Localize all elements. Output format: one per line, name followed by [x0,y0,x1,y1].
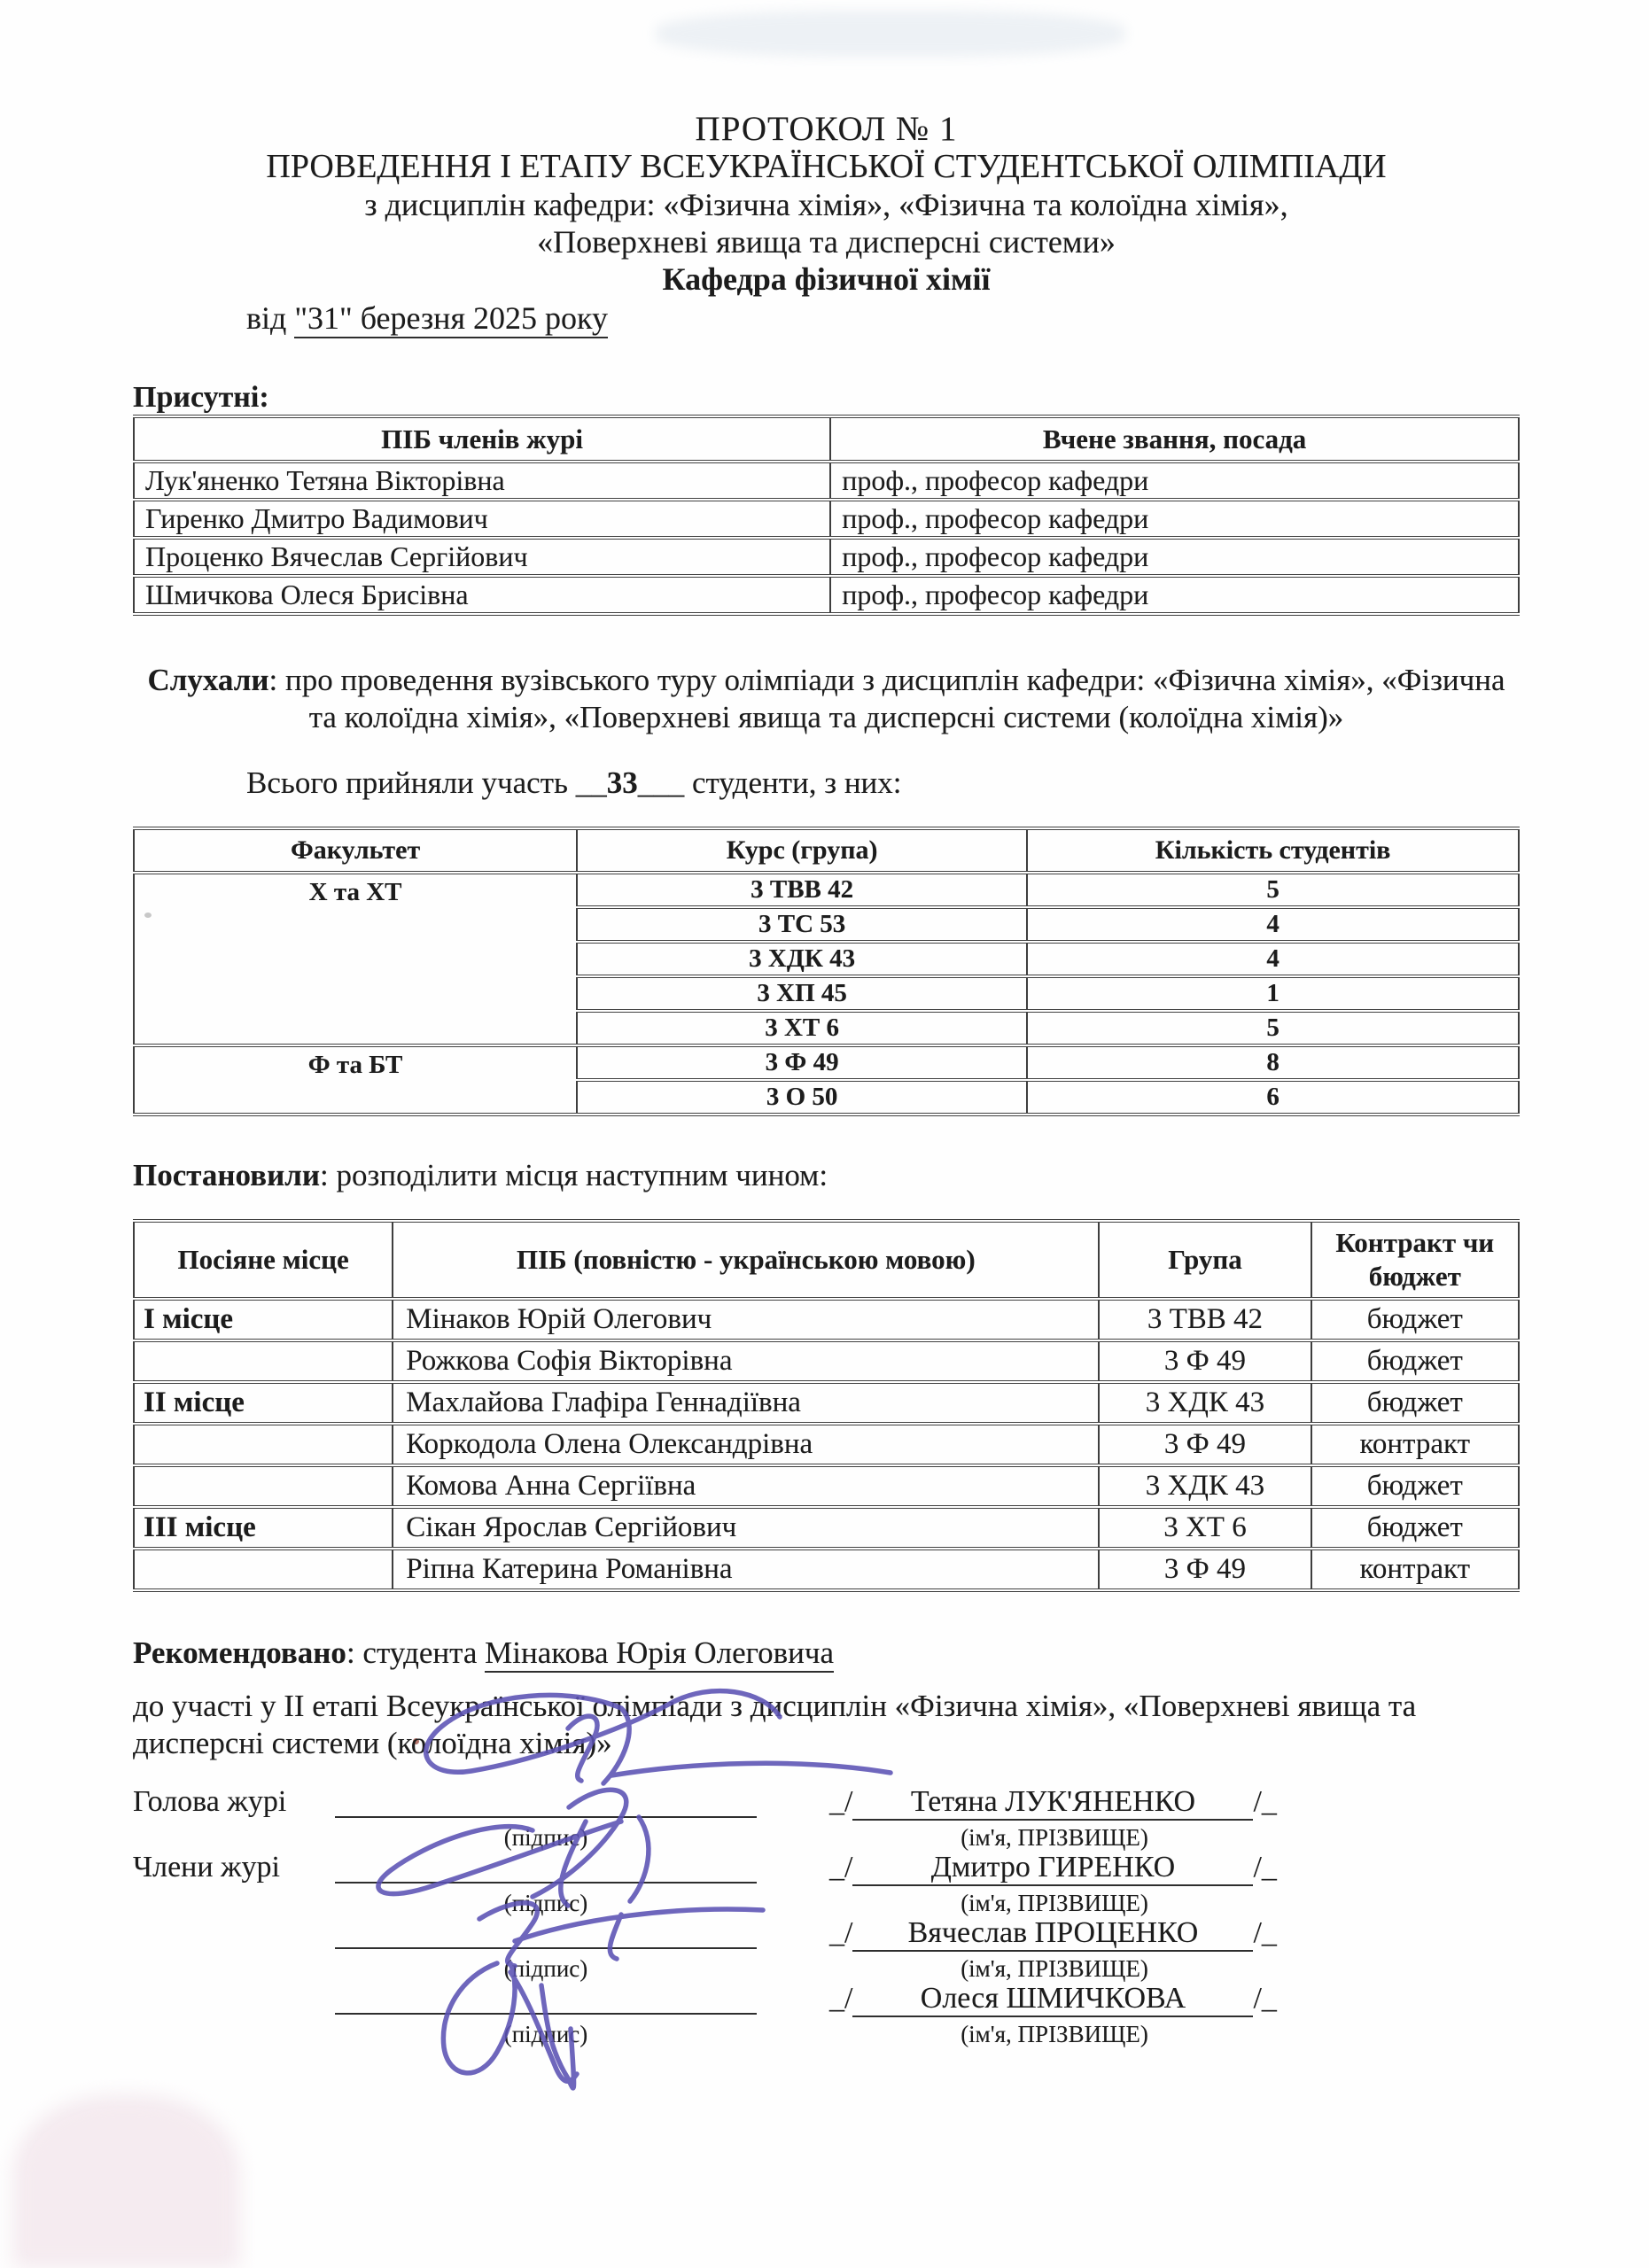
funding-cell: бюджет [1311,1340,1519,1382]
signature-row [133,1982,1520,2047]
underscore: ___ [637,765,685,800]
table-header-cell: Контракт чи бюджет [1311,1221,1519,1299]
group-cell: 3 ТВВ 42 [1099,1299,1311,1340]
table-row [134,500,1519,538]
place-cell [134,1465,393,1507]
date-value: "31" березня 2025 року [294,300,608,338]
place-cell: ІІІ місце [134,1507,393,1549]
resolved-lead: Постановили [133,1158,321,1192]
student-name-cell: Коркодола Олена Олександрівна [393,1424,1099,1465]
table-cell: 5 [1027,873,1519,907]
signature-line [335,1921,757,1949]
signature-captions [133,1824,1520,1851]
funding-cell: бюджет [1311,1507,1519,1549]
resolved-text: : розподілити місця наступним чином: [320,1158,828,1192]
recommended-middle: : студента [346,1635,486,1670]
underscore: __ [575,765,607,800]
slash: _/ [829,1916,853,1949]
faculty-cell: Ф та БТ [134,1045,577,1115]
place-cell: ІІ місце [134,1382,393,1424]
signature-line-row [133,1785,1520,1824]
disciplines-line-2: «Поверхневі явища та дисперсні системи» [537,224,1116,260]
name-caption: (ім'я, ПРІЗВИЩЕ) [961,1824,1148,1851]
table-cell: 3 ХТ 6 [577,1011,1027,1045]
table-row [134,1549,1519,1590]
signature-captions [133,1955,1520,1982]
heard-text: : про проведення вузівського туру олімпіади з дисциплін кафедри: «Фізична хімія», «Фізична та колоїдна хімія», «Поверхневі явища та дисперсні системи (колоїдна хімія)» [268,663,1505,734]
disciplines-line-1: з дисциплін кафедри: «Фізична хімія», «Фізична та колоїдна хімія», [364,187,1288,222]
signature-caption: (підпис) [503,1890,588,1916]
signature-name-group [829,1982,1277,2017]
table-cell: проф., професор кафедри [830,462,1519,500]
table-row [134,1465,1519,1507]
place-cell: І місце [134,1299,393,1340]
place-cell [134,1340,393,1382]
group-cell: 3 Ф 49 [1099,1340,1311,1382]
place-cell [134,1424,393,1465]
group-cell: 3 ХТ 6 [1099,1507,1311,1549]
signature-captions [133,1890,1520,1916]
table-header-cell: ПІБ членів журі [134,416,830,462]
table-cell: 1 [1027,976,1519,1011]
protocol-subtitle: ПРОВЕДЕННЯ І ЕТАПУ ВСЕУКРАЇНСЬКОЇ СТУДЕНТСЬКОЇ ОЛІМПІАДИ [266,148,1387,185]
table-row [134,1382,1519,1424]
table-header-row [134,1221,1519,1299]
table-cell: 3 Ф 49 [577,1045,1027,1080]
heard-lead: Слухали [147,663,269,697]
slash: /_ [1253,1785,1277,1818]
table-cell: 6 [1027,1080,1519,1115]
table-cell: Шмичкова Олеся Брисівна [134,576,830,614]
jury-member-name: Дмитро ГИРЕНКО [852,1851,1253,1886]
table-cell: проф., професор кафедри [830,500,1519,538]
table-header-cell: ПІБ (повністю - українською мовою) [393,1221,1099,1299]
signature-caption: (підпис) [503,1955,588,1982]
signature-line [335,1855,757,1884]
student-name-cell: Комова Анна Сергіївна [393,1465,1099,1507]
signature-row [133,1785,1520,1851]
protocol-title: ПРОТОКОЛ № 1 [695,110,958,148]
table-row [134,1299,1519,1340]
signature-line-row [133,1982,1520,2021]
table-cell: Лук'яненко Тетяна Вікторівна [134,462,830,500]
table-cell: Проценко Вячеслав Сергійович [134,538,830,576]
signature-line-row [133,1916,1520,1955]
attendees-label: Присутні: [133,381,269,414]
signature-line-row [133,1851,1520,1890]
recommended-student: Мінакова Юрія Олеговича [485,1635,834,1673]
name-caption: (ім'я, ПРІЗВИЩЕ) [961,1890,1148,1916]
table-header-cell: Посіяне місце [134,1221,393,1299]
date-prefix: від [246,300,295,336]
funding-cell: бюджет [1311,1299,1519,1340]
funding-cell: контракт [1311,1424,1519,1465]
slash: _/ [829,1785,853,1818]
table-cell: 5 [1027,1011,1519,1045]
group-cell: 3 Ф 49 [1099,1424,1311,1465]
participation-suffix: студенти, з них: [684,765,902,800]
student-name-cell: Сікан Ярослав Сергійович [393,1507,1099,1549]
student-name-cell: Махлайова Глафіра Геннадіївна [393,1382,1099,1424]
signature-caption: (підпис) [503,1824,588,1851]
table-row [134,1340,1519,1382]
table-row [134,873,1519,907]
student-name-cell: Ріпна Катерина Романівна [393,1549,1099,1590]
recommendation-continuation: до участі у ІІ етапі Всеукраїнської олімпіади з дисциплін «Фізична хімія», «Поверхневі явища та дисперсні системи (колоїдна хімія)» [133,1689,1417,1760]
protocol-date [246,299,1520,337]
results-table [133,1219,1520,1592]
table-row [134,1045,1519,1080]
recommended-lead: Рекомендовано [133,1635,346,1670]
funding-cell: бюджет [1311,1382,1519,1424]
student-name-cell: Рожкова Софія Вікторівна [393,1340,1099,1382]
slash: /_ [1253,1982,1277,2015]
signature-captions [133,2021,1520,2047]
group-cell: 3 ХДК 43 [1099,1382,1311,1424]
jury-member-name: Вячеслав ПРОЦЕНКО [852,1916,1253,1952]
place-cell [134,1549,393,1590]
table-cell: 3 ТВВ 42 [577,873,1027,907]
signature-line [335,1790,757,1818]
table-cell: 4 [1027,907,1519,942]
name-caption: (ім'я, ПРІЗВИЩЕ) [961,2021,1148,2047]
recommended-line [133,1635,1520,1672]
student-name-cell: Мінаков Юрій Олегович [393,1299,1099,1340]
signature-role-label: Члени журі [133,1851,280,1884]
funding-cell: бюджет [1311,1465,1519,1507]
faculty-table [133,827,1520,1116]
signature-name-group [829,1916,1277,1952]
participants-count: 33 [606,765,638,800]
table-cell: 3 ТС 53 [577,907,1027,942]
heard-paragraph [133,662,1520,736]
jury-table [133,415,1520,616]
name-caption: (ім'я, ПРІЗВИЩЕ) [961,1955,1148,1982]
table-cell: 4 [1027,942,1519,976]
table-header-cell: Група [1099,1221,1311,1299]
group-cell: 3 ХДК 43 [1099,1465,1311,1507]
jury-member-name: Тетяна ЛУК'ЯНЕНКО [852,1785,1253,1821]
table-cell: Гиренко Дмитро Вадимович [134,500,830,538]
table-cell: 3 ХП 45 [577,976,1027,1011]
signatures-block [133,1785,1520,2047]
signature-row [133,1851,1520,1916]
table-header-row [134,828,1519,873]
table-row [134,538,1519,576]
table-header-cell: Курс (група) [577,828,1027,873]
slash: _/ [829,1851,853,1884]
jury-member-name: Олеся ШМИЧКОВА [852,1982,1253,2017]
signature-line [335,1986,757,2015]
table-header-cell: Кількість студентів [1027,828,1519,873]
participation-prefix: Всього прийняли участь [246,765,576,800]
faculty-cell: Х та ХТ [134,873,577,1045]
table-row [134,462,1519,500]
signature-name-group [829,1785,1277,1821]
table-cell: проф., професор кафедри [830,576,1519,614]
signature-caption: (підпис) [503,2021,588,2047]
signature-role-label: Голова журі [133,1785,287,1818]
table-header-row [134,416,1519,462]
table-cell: 3 О 50 [577,1080,1027,1115]
table-row [134,1424,1519,1465]
table-header-cell: Факультет [134,828,577,873]
group-cell: 3 Ф 49 [1099,1549,1311,1590]
table-cell: проф., професор кафедри [830,538,1519,576]
table-cell: 3 ХДК 43 [577,942,1027,976]
table-row [134,576,1519,614]
slash: _/ [829,1982,853,2015]
table-row [134,1507,1519,1549]
department-title: Кафедра фізичної хімії [662,261,991,297]
table-cell: 8 [1027,1045,1519,1080]
participation-line [246,765,1520,802]
resolved-line [133,1157,1520,1194]
funding-cell: контракт [1311,1549,1519,1590]
signature-name-group [829,1851,1277,1886]
signature-row [133,1916,1520,1982]
table-header-cell: Вчене звання, посада [830,416,1519,462]
slash: /_ [1253,1916,1277,1949]
scan-smudge-bottom [13,2095,239,2268]
slash: /_ [1253,1851,1277,1884]
